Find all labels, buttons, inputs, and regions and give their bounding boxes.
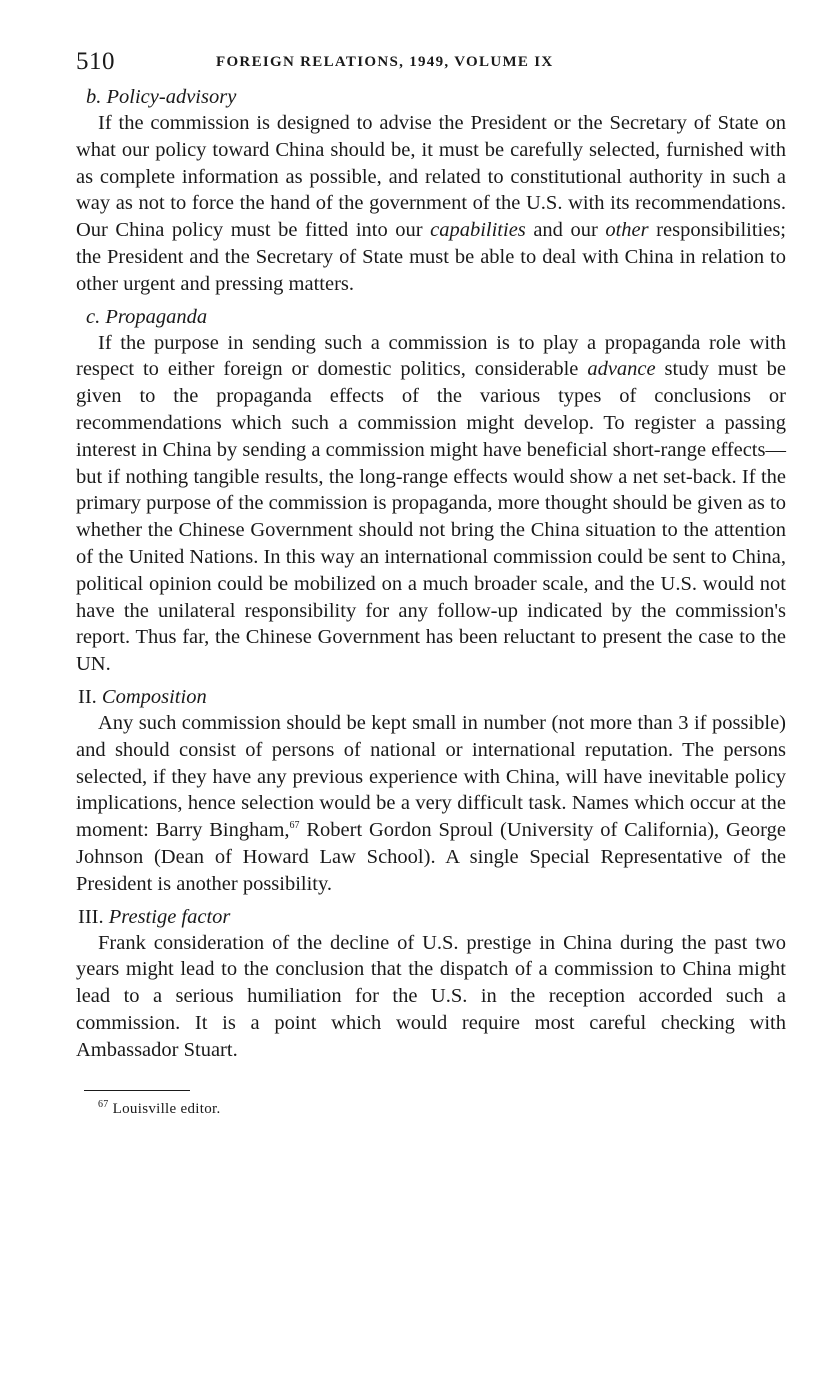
section-b-heading bbox=[86, 84, 786, 110]
text-run: If the purpose in sending such a commission is to play a propaganda role with respect to either foreign or domestic politics, considerable bbox=[76, 331, 786, 381]
emphasis-advance: advance bbox=[587, 358, 656, 381]
section-iii-title: Prestige factor bbox=[108, 905, 231, 928]
section-ii-title: Composition bbox=[101, 685, 207, 708]
section-c-paragraph bbox=[76, 330, 786, 678]
text-run: Robert Gordon Sproul (University of California), George Johnson (Dean of Howard Law School). A single Special Representative of the President is another possibility. bbox=[76, 819, 786, 895]
section-iii-paragraph bbox=[76, 930, 786, 1064]
text-run: study must be given to the propaganda effects of the various types of conclusions or recommendations which such a commission might develop. To register a passing interest in China by sending a commission might have beneficial short-range effects—but if nothing tangible results, the long-range effects would show a net set-back. If the primary purpose of the commission is propaganda, more thought should be given as to whether the Chinese Government should not bring the China situation to the attention of the United Nations. In this way an international commission could be sent to China, political opinion could be mobilized on a much broader scale, and the U.S. would not have the unilateral responsibility for any follow-up indicated by the commission's report. Thus far, the Chinese Government has been reluctant to present the case to the UN. bbox=[76, 358, 786, 676]
section-iii-heading bbox=[78, 904, 786, 930]
emphasis-other: other bbox=[605, 219, 649, 242]
text-run: Any such commission should be kept small in number (not more than 3 if possible) and should consist of persons of national or international reputation. The persons selected, if they have any previous experience with China, will have inevitable policy implications, hence selection would be a very difficult task. Names which occur at the moment: Barry Bingham, bbox=[76, 711, 786, 842]
section-c-title: Propaganda bbox=[105, 305, 208, 328]
section-ii-paragraph bbox=[76, 710, 786, 898]
section-c-label: c. bbox=[86, 305, 101, 328]
section-b-label: b. bbox=[86, 86, 102, 108]
emphasis-capabilities: capabilities bbox=[430, 219, 526, 242]
footnote-reference[interactable]: 67 bbox=[289, 820, 300, 832]
text-run: and our bbox=[525, 219, 606, 242]
footnote-marker: 67 bbox=[98, 1098, 109, 1110]
running-title: FOREIGN RELATIONS, 1949, VOLUME IX bbox=[216, 54, 554, 70]
section-b-paragraph bbox=[76, 110, 786, 298]
section-c-heading bbox=[86, 304, 786, 330]
section-iii-label: III. bbox=[78, 905, 104, 928]
text-run: Frank consideration of the decline of U.S. prestige in China during the past two years might lead to the conclusion that the dispatch of a commission to China might lead to a serious humiliation for the U.S. in the reception accorded such a commission. It is a point which would require most careful checking with Ambassador Stuart. bbox=[76, 931, 786, 1061]
text-run: If the commission is designed to advise the President or the Secretary of State on what our policy toward China should be, it must be carefully selected, furnished with as complete information as possible, and related to constitutional authority in such a way as not to force the hand of the government of the U.S. with its recommendations. Our China policy must be fitted into our bbox=[76, 112, 786, 242]
document-page bbox=[76, 48, 786, 1118]
page-number: 510 bbox=[76, 48, 115, 75]
footnote-text: Louisville editor. bbox=[108, 1100, 221, 1117]
section-ii-label: II. bbox=[78, 685, 97, 708]
footnote-divider bbox=[84, 1090, 190, 1091]
footnote bbox=[98, 1098, 786, 1118]
section-b-title: Policy-advisory bbox=[106, 86, 237, 108]
section-ii-heading bbox=[78, 684, 786, 710]
running-header bbox=[76, 48, 786, 78]
text-run: responsibilities; the President and the Secretary of State must be able to deal with China in relation to other urgent and pressing matters. bbox=[76, 219, 786, 295]
